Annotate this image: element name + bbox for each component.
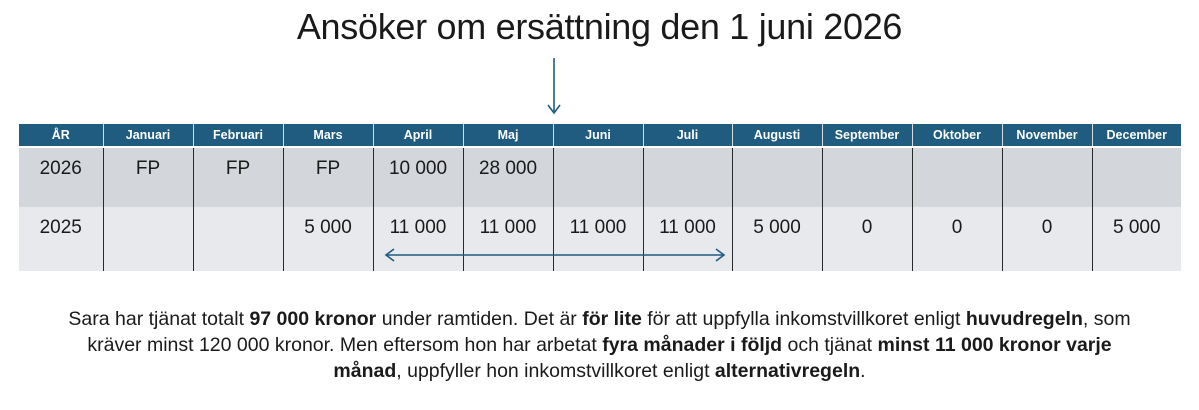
month-cell [1092,147,1181,207]
summary-text [0,306,1199,384]
month-cell: 5 000 [1092,207,1181,271]
month-cell: 11 000 [553,207,643,271]
month-cell [103,207,193,271]
month-cell: FP [193,147,283,207]
column-header: December [1092,124,1181,147]
double-arrow-icon [384,246,726,264]
summary-bold-text: för lite [582,308,642,330]
summary-text-segment: . [860,360,866,382]
month-cell [553,147,643,207]
summary-text-segment: , uppfyller hon inkomstvillkoret enligt [396,360,715,382]
column-header: Oktober [912,124,1002,147]
summary-bold-text: huvudregeln [965,308,1083,330]
year-cell: 2025 [19,207,103,271]
summary-line-1 [0,306,1199,332]
month-cell: 28 000 [463,147,553,207]
column-header: Juni [553,124,643,147]
summary-text-segment: kräver minst 120 000 kronor. Men eftersom hon har arbetat [87,334,603,356]
month-cell: 5 000 [732,207,822,271]
month-cell [1002,147,1092,207]
month-cell: 10 000 [373,147,463,207]
month-cell: 0 [1002,207,1092,271]
page-title: Ansöker om ersättning den 1 juni 2026 [296,6,903,47]
month-cell: 0 [822,207,912,271]
down-arrow-icon [544,58,564,118]
column-header: April [373,124,463,147]
month-cell: 11 000 [373,207,463,271]
month-cell: FP [103,147,193,207]
summary-bold-text: fyra månader i följd [602,334,783,356]
column-header: November [1002,124,1092,147]
summary-text-segment: under ramtiden. Det är [376,308,583,330]
column-header: Mars [283,124,373,147]
month-cell [822,147,912,207]
summary-line-2 [0,332,1199,358]
month-cell: 5 000 [283,207,373,271]
summary-bold-text: månad [333,360,397,382]
summary-line-3 [0,358,1199,384]
month-cell [732,147,822,207]
month-cell [643,147,732,207]
month-cell: 11 000 [463,207,553,271]
table-row [19,147,1181,207]
summary-bold-text: 97 000 kronor [249,308,377,330]
column-header: ÅR [19,124,103,147]
column-header: Maj [463,124,553,147]
summary-text-segment: , som [1082,308,1131,330]
summary-bold-text: minst 11 000 kronor varje [877,334,1112,356]
summary-text-segment: och tjänat [782,334,878,356]
summary-text-segment: för att uppfylla inkomstvillkoret enligt [641,308,966,330]
year-cell: 2026 [19,147,103,207]
month-cell: FP [283,147,373,207]
column-header: Juli [643,124,732,147]
summary-text-segment: Sara har tjänat totalt [68,308,250,330]
column-header: Februari [193,124,283,147]
column-header: Augusti [732,124,822,147]
month-cell: 11 000 [643,207,732,271]
table-header-row [19,124,1181,147]
column-header: Januari [103,124,193,147]
month-cell [912,147,1002,207]
column-header: September [822,124,912,147]
summary-bold-text: alternativregeln [714,360,861,382]
month-cell [193,207,283,271]
month-cell: 0 [912,207,1002,271]
